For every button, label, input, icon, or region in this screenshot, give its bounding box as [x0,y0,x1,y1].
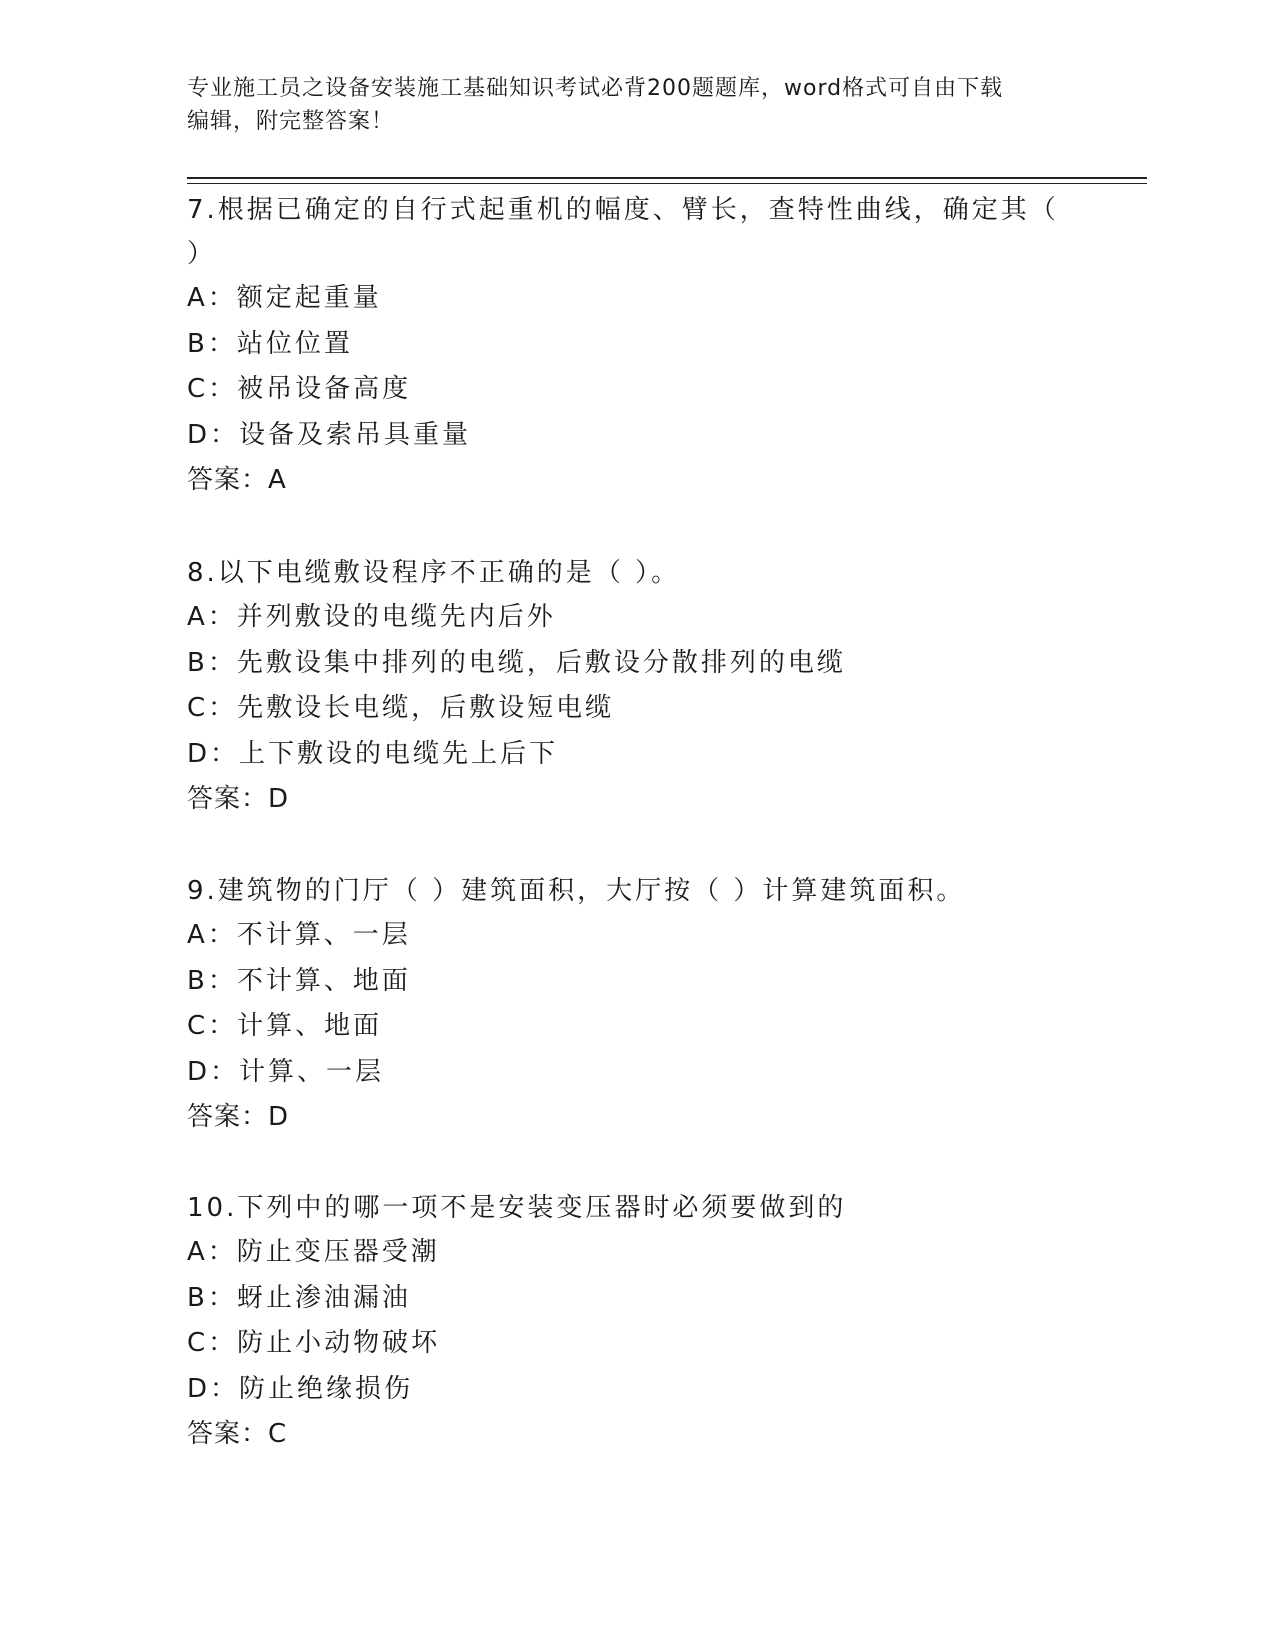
answer-line: 答案：A [187,465,287,495]
option-d: D：计算、一层 [187,1056,385,1087]
question-9 [187,869,1087,1141]
option-b: B：站位位置 [187,328,353,359]
header-line-2: 编辑，附完整答案！ [187,109,395,134]
answer-line: 答案：C [187,1419,288,1449]
option-a: A：不计算、一层 [187,920,411,950]
option-c: C：先敷设长电缆，后敷设短电缆 [187,693,615,723]
question-stem: 9.建筑物的门厅（ ）建筑面积，大厅按（ ）计算建筑面积。 [187,876,966,906]
question-stem: 8.以下电缆敷设程序不正确的是（ ）。 [187,558,681,588]
header-divider-thick [187,177,1147,179]
header-divider-thin [187,183,1147,184]
option-c: C：防止小动物破坏 [187,1328,441,1358]
option-d: D：设备及索吊具重量 [187,419,472,450]
option-c: C：被吊设备高度 [187,374,412,404]
question-10 [187,1186,1087,1458]
option-d: D：上下敷设的电缆先上后下 [187,738,559,769]
option-d: D：防止绝缘损伤 [187,1373,414,1404]
option-b: B：蚜止渗油漏油 [187,1282,411,1313]
question-stem-continued: ） [187,239,217,269]
document-header [187,72,1087,138]
option-a: A：并列敷设的电缆先内后外 [187,602,556,632]
option-b: B：先敷设集中排列的电缆，后敷设分散排列的电缆 [187,647,846,678]
header-line-1: 专业施工员之设备安装施工基础知识考试必背200题题库，word格式可自由下载 [187,76,1004,101]
question-stem: 10.下列中的哪一项不是安装变压器时必须要做到的 [187,1193,847,1223]
question-7 [187,188,1087,504]
answer-line: 答案：D [187,784,290,814]
option-a: A：防止变压器受潮 [187,1237,440,1267]
option-b: B：不计算、地面 [187,965,411,996]
option-a: A：额定起重量 [187,283,382,313]
question-stem: 7.根据已确定的自行式起重机的幅度、臂长，查特性曲线，确定其（ [187,195,1059,225]
option-c: C：计算、地面 [187,1011,383,1041]
answer-line: 答案：D [187,1102,290,1132]
question-8 [187,551,1087,823]
